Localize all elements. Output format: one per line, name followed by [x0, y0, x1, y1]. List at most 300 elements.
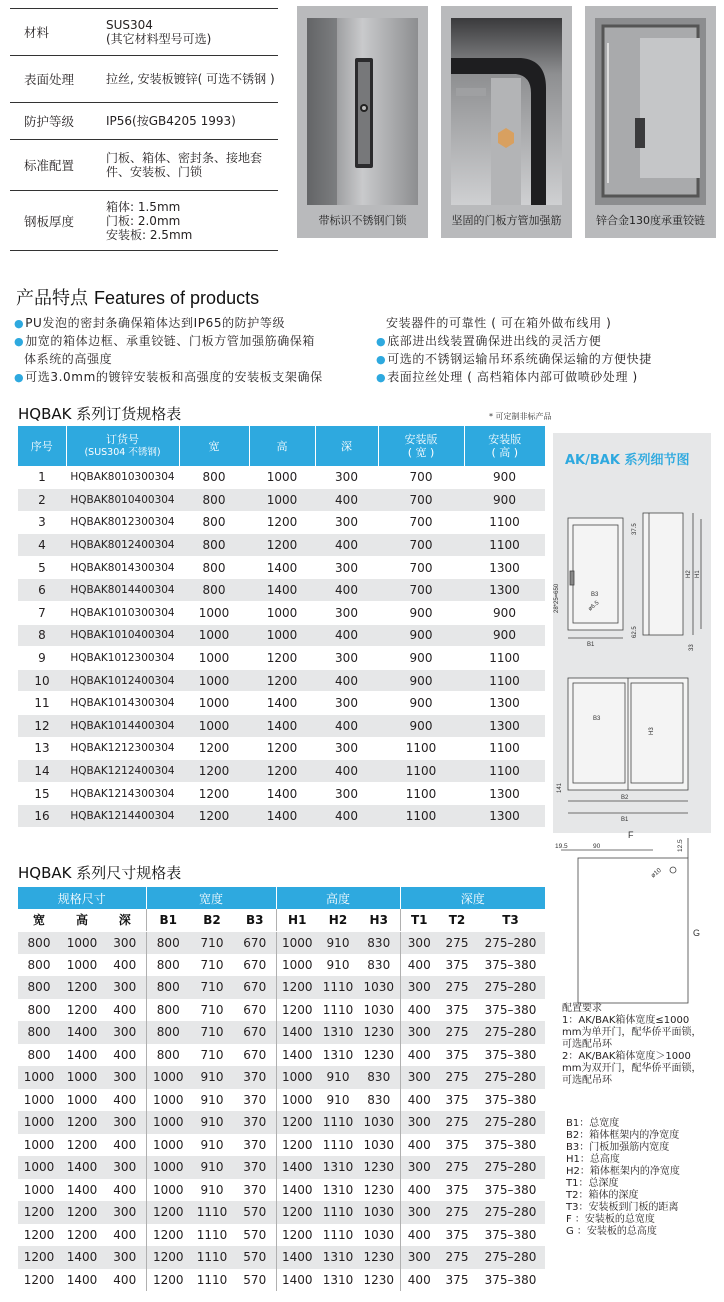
dims-cell: 910 [190, 1179, 234, 1202]
order-cell: HQBAK1014400304 [66, 715, 179, 738]
dims-cell: 800 [18, 931, 60, 954]
dims-cell: 400 [104, 1179, 146, 1202]
features-title [16, 284, 259, 310]
dims-cell: 275–280 [476, 931, 545, 954]
dims-cell: 1000 [18, 1066, 60, 1089]
dims-cell: 1200 [60, 1134, 104, 1157]
dims-cell: 710 [190, 954, 234, 977]
dims-cell: 1030 [358, 1201, 400, 1224]
order-cell: 400 [315, 624, 378, 647]
dims-row [18, 976, 545, 999]
legend-item: B3：门板加强筋内宽度 [566, 1142, 670, 1153]
dims-cell: 1400 [276, 1044, 318, 1067]
order-cell: 900 [378, 602, 464, 625]
dims-row [18, 1224, 545, 1247]
dims-subheader: T3 [476, 909, 545, 931]
order-cell: 700 [378, 579, 464, 602]
legend-item: H2：箱体框架内的净宽度 [566, 1166, 680, 1177]
dims-cell: 1200 [60, 999, 104, 1022]
config-line: mm为双开门，配华侨平面锁， [562, 1063, 702, 1074]
dims-cell: 1000 [146, 1111, 190, 1134]
dims-cell: 670 [234, 976, 276, 999]
order-cell: 1200 [249, 511, 315, 534]
order-cell: 1400 [249, 556, 315, 579]
order-cell: 900 [378, 715, 464, 738]
order-cell: 12 [18, 715, 66, 738]
dims-cell: 1200 [276, 1134, 318, 1157]
order-cell: 400 [315, 579, 378, 602]
order-cell: 300 [315, 602, 378, 625]
order-cell: 900 [464, 466, 545, 489]
order-cell: 300 [315, 556, 378, 579]
spec-key: 钢板厚度 [24, 213, 75, 229]
order-cell: HQBAK8012400304 [66, 534, 179, 557]
dim-19-5: 19.5 [555, 843, 568, 850]
dims-cell: 1110 [318, 1111, 358, 1134]
dims-row [18, 1044, 545, 1067]
dims-cell: 800 [18, 999, 60, 1022]
dims-cell: 1400 [276, 1246, 318, 1269]
hinge-image [595, 18, 706, 205]
dims-cell: 1310 [318, 1246, 358, 1269]
dims-cell: 1000 [276, 1066, 318, 1089]
side-view-single [643, 513, 701, 635]
dim-h1: H1 [695, 570, 701, 578]
order-cell: 1100 [464, 511, 545, 534]
dims-cell: 1230 [358, 1179, 400, 1202]
col-header-height: 高 [249, 426, 315, 466]
order-cell: 1300 [464, 692, 545, 715]
dims-cell: 670 [234, 999, 276, 1022]
order-cell: 1100 [464, 760, 545, 783]
order-cell: 800 [179, 511, 249, 534]
order-row [18, 647, 545, 670]
order-cell: HQBAK1010400304 [66, 624, 179, 647]
dims-cell: 1000 [18, 1134, 60, 1157]
order-cell: 900 [464, 602, 545, 625]
order-cell: 300 [315, 782, 378, 805]
dims-cell: 300 [104, 1021, 146, 1044]
order-cell: 9 [18, 647, 66, 670]
detail-title: AK/BAK 系列细节图 [565, 453, 690, 468]
dim-62-5: 62.5 [632, 626, 638, 638]
order-cell: 700 [378, 534, 464, 557]
dims-cell: 1030 [358, 1224, 400, 1247]
legend-item: B1：总宽度 [566, 1118, 620, 1129]
config-line: 可选配吊环 [562, 1039, 612, 1050]
features-title-en: Features of products [94, 288, 260, 308]
dims-cell: 300 [104, 1156, 146, 1179]
dims-cell: 400 [400, 1089, 438, 1112]
order-row [18, 579, 545, 602]
order-cell: HQBAK1014300304 [66, 692, 179, 715]
dims-cell: 1310 [318, 1044, 358, 1067]
dims-cell: 800 [18, 1021, 60, 1044]
dims-cell: 670 [234, 1044, 276, 1067]
legend-item: F ：安装板的总宽度 [566, 1214, 655, 1225]
order-cell: 1400 [249, 715, 315, 738]
dims-row [18, 1089, 545, 1112]
order-cell: 400 [315, 805, 378, 828]
spec-row-surface [10, 56, 278, 103]
dims-cell: 1400 [276, 1021, 318, 1044]
group-header-spec: 规格尺寸 [18, 887, 146, 909]
dims-cell: 375–380 [476, 1269, 545, 1292]
dims-cell: 375 [438, 999, 476, 1022]
dim-b3: B3 [591, 592, 599, 598]
dim-pitch: 28*25=650 [554, 583, 560, 613]
config-line: 2：AK/BAK箱体宽度＞1000 [562, 1051, 691, 1062]
dims-cell: 275 [438, 1021, 476, 1044]
dims-cell: 300 [104, 1201, 146, 1224]
order-cell: 1300 [464, 805, 545, 828]
dims-cell: 1110 [318, 1134, 358, 1157]
dims-cell: 1230 [358, 1156, 400, 1179]
dims-cell: 370 [234, 1089, 276, 1112]
dims-cell: 300 [104, 1066, 146, 1089]
dims-cell: 1200 [60, 1201, 104, 1224]
dims-cell: 1400 [60, 1044, 104, 1067]
dims-cell: 1400 [60, 1246, 104, 1269]
dims-cell: 375 [438, 1179, 476, 1202]
order-cell: 800 [179, 556, 249, 579]
order-cell: 1200 [179, 805, 249, 828]
dims-cell: 400 [104, 1269, 146, 1292]
dims-cell: 800 [146, 976, 190, 999]
detail-panel [553, 433, 711, 833]
dims-row [18, 1134, 545, 1157]
dims-subheader: 宽 [18, 909, 60, 931]
dims-cell: 1200 [60, 976, 104, 999]
dims-cell: 570 [234, 1201, 276, 1224]
order-cell: 300 [315, 737, 378, 760]
order-cell: HQBAK8014400304 [66, 579, 179, 602]
spec-value: IP56(按GB4205 1993) [106, 114, 236, 128]
dims-cell: 830 [358, 931, 400, 954]
dims-cell: 275 [438, 1201, 476, 1224]
dims-cell: 400 [104, 1089, 146, 1112]
order-cell: 13 [18, 737, 66, 760]
order-cell: HQBAK1214300304 [66, 782, 179, 805]
dims-cell: 1000 [276, 954, 318, 977]
photo-caption: 坚固的门板方管加强筋 [451, 214, 562, 227]
dims-cell: 300 [400, 931, 438, 954]
order-cell: HQBAK1214400304 [66, 805, 179, 828]
dims-cell: 275 [438, 1156, 476, 1179]
order-cell: 1000 [179, 647, 249, 670]
order-cell: 1000 [179, 669, 249, 692]
order-table [18, 426, 545, 828]
dims-cell: 1000 [60, 1089, 104, 1112]
dims-cell: 910 [318, 1066, 358, 1089]
dims-cell: 910 [318, 931, 358, 954]
spec-value: 箱体: 1.5mm [106, 199, 181, 214]
order-cell: 6 [18, 579, 66, 602]
dims-cell: 375 [438, 954, 476, 977]
dims-row [18, 1156, 545, 1179]
order-cell: 800 [179, 489, 249, 512]
spec-row-protection [10, 103, 278, 140]
dims-table [18, 887, 545, 1291]
order-cell: 700 [378, 489, 464, 512]
front-view-single [568, 518, 623, 638]
col-header-width: 宽 [179, 426, 249, 466]
order-row [18, 715, 545, 738]
feature-item: ●加宽的箱体边框、承重铰链、门板方管加强筋确保箱 [14, 334, 316, 348]
dims-subheader: H2 [318, 909, 358, 931]
spec-value: (其它材料型号可选) [106, 32, 212, 46]
features-title-cn: 产品特点 [16, 288, 88, 309]
order-cell: 900 [464, 489, 545, 512]
dims-cell: 400 [104, 1044, 146, 1067]
col-header-depth: 深 [315, 426, 378, 466]
order-row [18, 624, 545, 647]
dims-cell: 910 [190, 1089, 234, 1112]
dims-cell: 1400 [276, 1156, 318, 1179]
order-cell: 10 [18, 669, 66, 692]
feature-item: ●表面拉丝处理 ( 高档箱体内部可做喷砂处理 ) [376, 370, 638, 384]
order-cell: 1100 [464, 669, 545, 692]
dims-cell: 1200 [146, 1224, 190, 1247]
legend-item: H1：总高度 [566, 1154, 620, 1165]
order-cell: 1400 [249, 805, 315, 828]
dims-cell: 275–280 [476, 1021, 545, 1044]
group-header-height: 高度 [276, 887, 400, 909]
dim-hole: ø10 [649, 866, 663, 880]
mounting-plate-drawing [553, 830, 713, 1005]
dims-cell: 1200 [18, 1246, 60, 1269]
order-cell: 1100 [378, 737, 464, 760]
order-cell: 300 [315, 647, 378, 670]
order-row [18, 511, 545, 534]
order-cell: 7 [18, 602, 66, 625]
dims-cell: 910 [190, 1134, 234, 1157]
order-cell: 300 [315, 692, 378, 715]
col-header-plate-height: 安装版 ( 高 ) [464, 426, 545, 466]
dims-cell: 1200 [18, 1201, 60, 1224]
order-cell: 1000 [249, 602, 315, 625]
dims-cell: 800 [146, 1044, 190, 1067]
photo-hinge [585, 6, 716, 238]
order-cell: 1000 [249, 489, 315, 512]
dims-cell: 710 [190, 976, 234, 999]
order-cell: 1200 [179, 782, 249, 805]
order-cell: 1300 [464, 782, 545, 805]
dims-cell: 300 [400, 1201, 438, 1224]
order-cell: 300 [315, 511, 378, 534]
order-cell: 900 [378, 669, 464, 692]
order-cell: 900 [378, 624, 464, 647]
order-cell: 400 [315, 715, 378, 738]
dims-cell: 400 [400, 999, 438, 1022]
dims-cell: 1230 [358, 1044, 400, 1067]
door-lock-image [307, 18, 418, 205]
order-row [18, 602, 545, 625]
order-cell: 1300 [464, 715, 545, 738]
config-line: 可选配吊环 [562, 1075, 612, 1086]
dims-cell: 1030 [358, 1134, 400, 1157]
order-cell: 1100 [378, 760, 464, 783]
dims-cell: 1200 [146, 1246, 190, 1269]
order-cell: 700 [378, 466, 464, 489]
legend-item: G ：安装板的总高度 [566, 1226, 657, 1237]
dims-cell: 570 [234, 1246, 276, 1269]
dims-cell: 1000 [18, 1111, 60, 1134]
dim-h2: H2 [686, 570, 692, 578]
dims-cell: 910 [318, 954, 358, 977]
dims-subheader: B1 [146, 909, 190, 931]
dims-cell: 1000 [146, 1179, 190, 1202]
dims-cell: 800 [146, 931, 190, 954]
dims-cell: 375–380 [476, 1044, 545, 1067]
dims-cell: 1030 [358, 999, 400, 1022]
dims-cell: 1310 [318, 1179, 358, 1202]
dims-row [18, 1066, 545, 1089]
dims-cell: 400 [400, 1179, 438, 1202]
dims-cell: 275 [438, 1111, 476, 1134]
dims-subheader: B2 [190, 909, 234, 931]
dim-12-5: 12.5 [677, 839, 684, 852]
dims-cell: 400 [400, 1224, 438, 1247]
dims-cell: 1000 [60, 931, 104, 954]
dims-cell: 1000 [146, 1066, 190, 1089]
order-cell: 1 [18, 466, 66, 489]
dims-row [18, 1179, 545, 1202]
dims-cell: 370 [234, 1156, 276, 1179]
dims-cell: 300 [400, 1066, 438, 1089]
order-cell: 700 [378, 556, 464, 579]
dims-cell: 910 [190, 1156, 234, 1179]
dim-h3: H3 [649, 727, 655, 735]
order-cell: 1300 [464, 556, 545, 579]
feature-item: ●可选的不锈钢运输吊环系统确保运输的方便快捷 [376, 352, 652, 366]
front-view-double [568, 678, 688, 813]
dims-cell: 300 [104, 976, 146, 999]
dims-cell: 275–280 [476, 1201, 545, 1224]
dims-cell: 1000 [18, 1089, 60, 1112]
dim-g: G [693, 928, 701, 938]
dims-cell: 910 [190, 1066, 234, 1089]
order-cell: 11 [18, 692, 66, 715]
dims-row [18, 954, 545, 977]
dims-cell: 800 [146, 1021, 190, 1044]
dims-subheader: T2 [438, 909, 476, 931]
order-cell: 800 [179, 534, 249, 557]
dims-cell: 1110 [318, 976, 358, 999]
dims-cell: 375–380 [476, 1224, 545, 1247]
order-cell: 1100 [464, 647, 545, 670]
order-row [18, 782, 545, 805]
dims-cell: 275 [438, 1066, 476, 1089]
order-cell: 4 [18, 534, 66, 557]
spec-value: 门板: 2.0mm [106, 213, 181, 228]
dims-cell: 1200 [276, 1224, 318, 1247]
dims-row [18, 1246, 545, 1269]
dims-cell: 1230 [358, 1269, 400, 1292]
config-line: mm为单开门，配华侨平面锁， [562, 1027, 702, 1038]
col-header-code: 订货号 (SUS304 不锈钢) [66, 426, 179, 466]
dims-cell: 710 [190, 999, 234, 1022]
dims-cell: 1110 [190, 1201, 234, 1224]
dims-cell: 400 [400, 954, 438, 977]
dims-cell: 1110 [190, 1269, 234, 1292]
col-header-index: 序号 [18, 426, 66, 466]
order-table-title: HQBAK 系列订货规格表 [18, 405, 182, 423]
config-title: 配置要求 [562, 1003, 602, 1014]
feature-item-cont: 安装器件的可靠性 ( 可在箱外做布线用 ) [386, 316, 612, 330]
dims-cell: 570 [234, 1224, 276, 1247]
dims-cell: 1200 [276, 1201, 318, 1224]
order-row [18, 489, 545, 512]
dims-cell: 275–280 [476, 1111, 545, 1134]
order-row [18, 556, 545, 579]
dim-b1: B1 [587, 642, 595, 648]
order-cell: 1400 [249, 692, 315, 715]
photo-door-rib [441, 6, 572, 238]
dims-cell: 400 [104, 1224, 146, 1247]
dim-141: 141 [557, 782, 563, 793]
order-row [18, 760, 545, 783]
order-cell: 400 [315, 489, 378, 512]
dims-cell: 375–380 [476, 1134, 545, 1157]
dims-cell: 1310 [318, 1269, 358, 1292]
dims-cell: 1200 [276, 999, 318, 1022]
dims-cell: 375 [438, 1269, 476, 1292]
legend-item: T3：安装板到门板的距离 [566, 1202, 679, 1213]
dims-cell: 275–280 [476, 1246, 545, 1269]
dims-cell: 800 [18, 954, 60, 977]
order-cell: HQBAK1212300304 [66, 737, 179, 760]
order-cell: 1200 [179, 737, 249, 760]
feature-item: ●可选3.0mm的镀锌安装板和高强度的安装板支架确保 [14, 370, 323, 384]
order-cell: HQBAK8010300304 [66, 466, 179, 489]
dims-cell: 670 [234, 931, 276, 954]
order-cell: 900 [464, 624, 545, 647]
order-cell: 1400 [249, 782, 315, 805]
dims-cell: 275 [438, 1246, 476, 1269]
dims-cell: 275–280 [476, 1156, 545, 1179]
dims-cell: 375–380 [476, 999, 545, 1022]
order-cell: 400 [315, 534, 378, 557]
feature-item: ●底部进出线装置确保进出线的灵活方便 [376, 334, 602, 348]
dims-cell: 1110 [190, 1224, 234, 1247]
dims-cell: 1200 [146, 1201, 190, 1224]
dims-cell: 400 [104, 954, 146, 977]
dims-cell: 300 [104, 1111, 146, 1134]
dims-cell: 1000 [146, 1134, 190, 1157]
order-cell: 300 [315, 466, 378, 489]
dims-cell: 710 [190, 1044, 234, 1067]
dims-table-title: HQBAK 系列尺寸规格表 [18, 864, 182, 882]
dims-row [18, 1269, 545, 1292]
order-cell: HQBAK1012400304 [66, 669, 179, 692]
spec-row-config [10, 140, 278, 191]
order-cell: 800 [179, 579, 249, 602]
dims-subheader: T1 [400, 909, 438, 931]
dims-cell: 375 [438, 1089, 476, 1112]
dims-cell: 1000 [276, 931, 318, 954]
order-row [18, 737, 545, 760]
spec-key: 标准配置 [24, 158, 75, 173]
dims-cell: 1030 [358, 976, 400, 999]
dims-cell: 800 [146, 999, 190, 1022]
order-row [18, 805, 545, 828]
dims-cell: 375–380 [476, 1089, 545, 1112]
dims-cell: 370 [234, 1066, 276, 1089]
order-row [18, 466, 545, 489]
order-cell: 8 [18, 624, 66, 647]
dims-cell: 300 [104, 1246, 146, 1269]
